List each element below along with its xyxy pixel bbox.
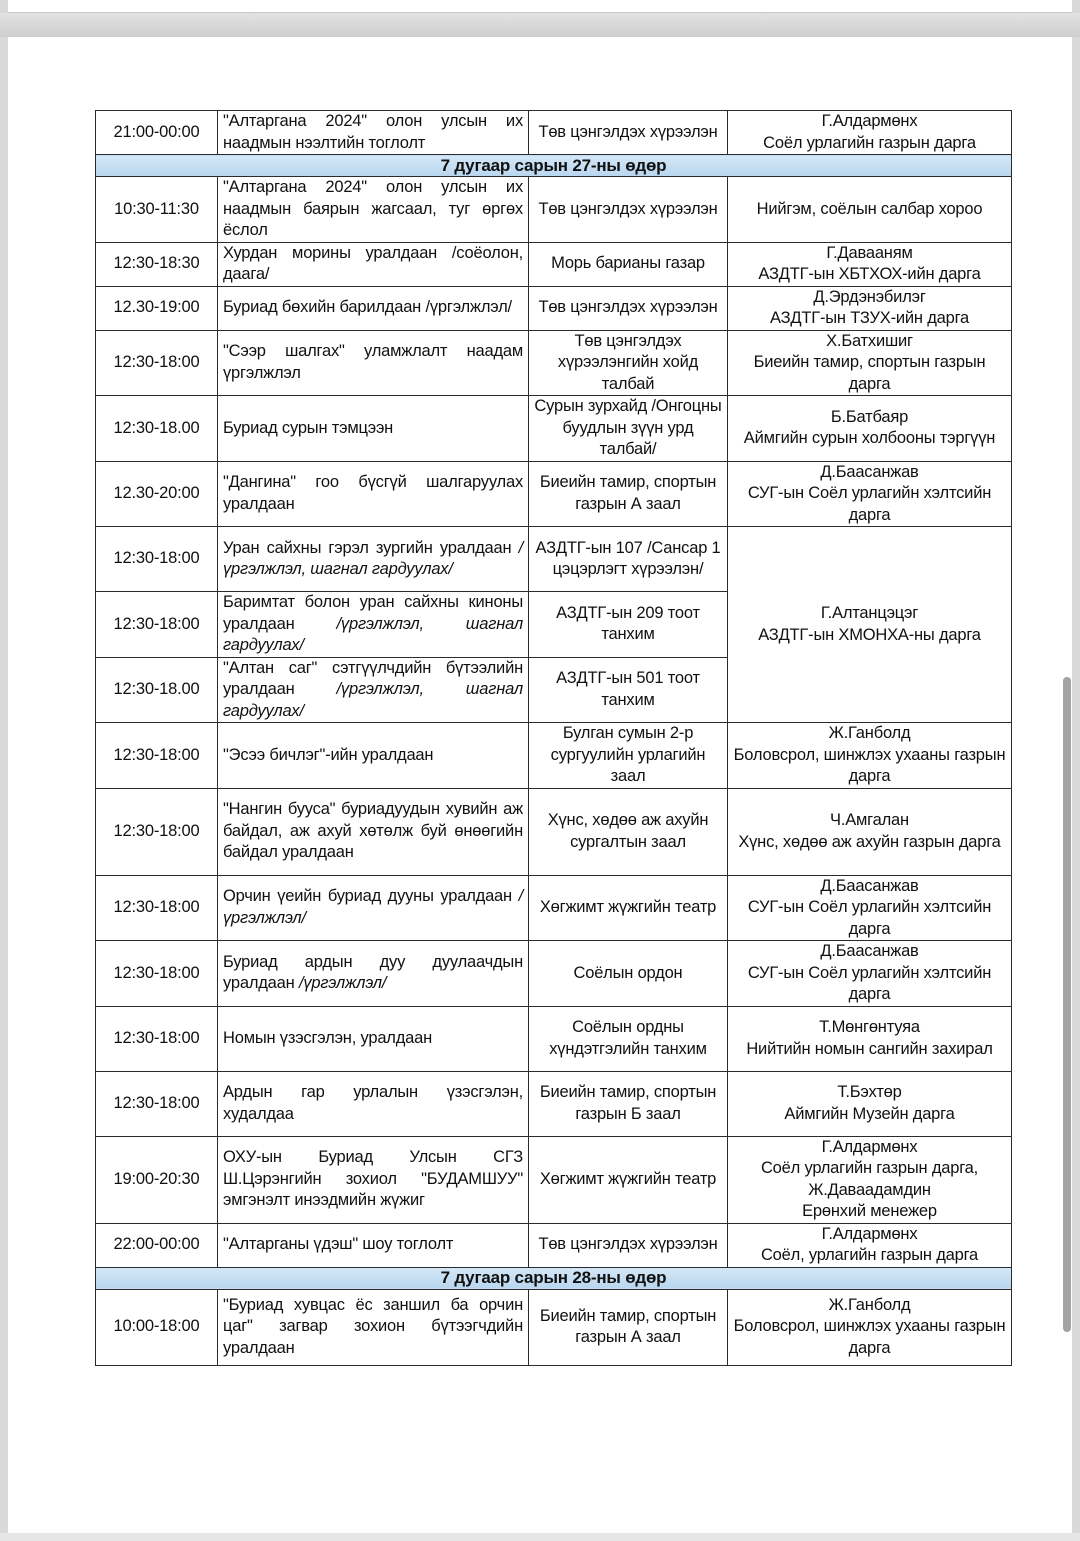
responsible-title: Соёл урлагийн газрын дарга [763, 133, 976, 152]
responsible-title: Биеийн тамир, спортын газрын дарга [753, 353, 986, 393]
event-note: /үргэлжлэл, шагнал гардуулах/ [223, 614, 523, 654]
event-title: Орчин үеийн буриад дууны уралдаан [223, 887, 512, 906]
event-cell: "Буриад хувцас ёс заншил ба орчин цаг" загвар зохион бүтээгчдийн уралдаан [218, 1289, 529, 1365]
event-cell: "Эсээ бичлэг"-ийн уралдаан [218, 723, 529, 789]
time-cell: 12.30-20:00 [96, 461, 218, 527]
event-cell [218, 941, 529, 1007]
time-cell: 10:00-18:00 [96, 1289, 218, 1365]
responsible-title: Хүнс, хөдөө аж ахуйн газрын дарга [738, 832, 1001, 851]
responsible-cell [728, 788, 1012, 875]
responsible-cell [728, 111, 1012, 155]
time-cell: 12:30-18:00 [96, 875, 218, 941]
event-cell: Хурдан морины уралдаан /соёолон, даага/ [218, 242, 529, 286]
responsible-cell [728, 875, 1012, 941]
table-row [96, 242, 1012, 286]
table-row [96, 1289, 1012, 1365]
page-separator [0, 13, 1080, 37]
event-note: /үргэлжлэл, шагнал гардуулах/ [223, 680, 523, 720]
responsible-cell [728, 461, 1012, 527]
responsible-cell [728, 1006, 1012, 1071]
responsible-name: Г.Давааням [826, 243, 913, 262]
responsible-title: Боловсрол, шинжлэх ухааны газрын дарга [733, 1317, 1006, 1357]
time-cell: 12:30-18:00 [96, 330, 218, 396]
venue-cell: АЗДТГ-ын 107 /Сансар 1 цэцэрлэгт хүрээлэн/ [529, 527, 728, 592]
event-note: /үргэлжлэл, шагнал гардуулах/ [223, 538, 523, 578]
responsible-name: Ж.Даваадамдин [808, 1180, 931, 1199]
time-cell: 12.30-19:00 [96, 286, 218, 330]
responsible-name: Ч.Амгалан [830, 811, 909, 829]
venue-cell: Биеийн тамир, спортын газрын А заал [529, 461, 728, 527]
responsible-title: Ерөнхий менежер [802, 1202, 937, 1220]
venue-cell: Биеийн тамир, спортын газрын Б заал [529, 1071, 728, 1136]
responsible-cell [728, 286, 1012, 330]
venue-cell: Төв цэнгэлдэх хүрээлэн [529, 286, 728, 330]
responsible-name: Г.Алдармөнх [821, 112, 918, 130]
time-cell: 12:30-18.00 [96, 657, 218, 723]
event-cell: "Алтаргана 2024" олон улсын их наадмын нээлтийн тоглолт [218, 111, 529, 155]
responsible-title: Соёл, урлагийн газрын дарга [760, 1246, 979, 1264]
venue-cell: Соёлын ордон [529, 941, 728, 1007]
event-cell: "Алтаргана 2024" олон улсын их наадмын баярын жагсаал, туг өргөх ёслол [218, 177, 529, 243]
venue-cell: Морь барианы газар [529, 242, 728, 286]
venue-cell: Төв цэнгэлдэх хүрээлэн [529, 111, 728, 155]
event-note: /үргэлжлэл/ [298, 974, 387, 993]
responsible-cell [728, 1136, 1012, 1223]
table-row [96, 875, 1012, 941]
event-schedule-table [95, 110, 1012, 1366]
table-row [96, 788, 1012, 875]
event-note: /үргэлжлэл/ [223, 887, 523, 927]
responsible-cell [728, 1223, 1012, 1267]
responsible-title: Аймгийн сурын холбооны тэргүүн [743, 429, 996, 448]
responsible-title: СУГ-ын Соёл урлагийн хэлтсийн дарга [747, 963, 992, 1003]
venue-cell: Сурын зурхайд /Онгоцны буудлын зүүн урд талбай/ [529, 396, 728, 462]
responsible-cell [728, 1289, 1012, 1365]
responsible-cell [728, 330, 1012, 396]
event-cell: Номын үзэсгэлэн, уралдаан [218, 1006, 529, 1071]
responsible-title: Нийтийн номын сангийн захирал [746, 1039, 993, 1058]
responsible-cell [728, 396, 1012, 462]
responsible-name: Т.Бэхтөр [837, 1083, 902, 1101]
responsible-name: Т.Мөнгөнтуяа [819, 1018, 920, 1036]
event-title: Уран сайхны гэрэл зургийн уралдаан [223, 538, 512, 557]
scrollbar-thumb[interactable] [1063, 677, 1071, 1332]
venue-cell: Булган сумын 2-р сургуулийн урлагийн заал [529, 723, 728, 789]
event-title: Баримтат болон уран сайхны киноны уралдаан [223, 593, 523, 633]
table-row [96, 941, 1012, 1007]
event-cell [218, 657, 529, 723]
event-cell: "Алтарганы үдэш" шоу тоглолт [218, 1223, 529, 1267]
responsible-cell [728, 242, 1012, 286]
time-cell: 12:30-18:00 [96, 1006, 218, 1071]
responsible-title: Соёл урлагийн газрын дарга, [760, 1159, 979, 1177]
responsible-title: АЗДТГ-ын ТЗУХ-ийн дарга [769, 309, 970, 327]
time-cell: 12:30-18:30 [96, 242, 218, 286]
venue-cell: Хөгжимт жүжгийн театр [529, 1136, 728, 1223]
responsible-name: Х.Батхишиг [826, 331, 913, 350]
responsible-title: СУГ-ын Соёл урлагийн хэлтсийн дарга [747, 898, 992, 938]
event-title: Буриад ардын дуу дуулаачдын уралдаан [223, 952, 523, 993]
responsible-name: Д.Эрдэнэбилэг [813, 287, 926, 306]
time-cell: 12:30-18:00 [96, 788, 218, 875]
table-row [96, 286, 1012, 330]
event-cell [218, 592, 529, 658]
venue-cell: Биеийн тамир, спортын газрын А заал [529, 1289, 728, 1365]
responsible-title: АЗДТГ-ын ХМОНХА-ны дарга [758, 625, 981, 644]
responsible-title: АЗДТГ-ын ХБТХОХ-ийн дарга [758, 265, 981, 283]
responsible-cell [728, 177, 1012, 243]
responsible-name: Ж.Ганболд [828, 724, 911, 742]
table-row [96, 111, 1012, 155]
responsible-name: Г.Алдармөнх [821, 1224, 918, 1243]
responsible-name: Ж.Ганболд [828, 1295, 911, 1314]
venue-cell: Хүнс, хөдөө аж ахуйн сургалтын заал [529, 788, 728, 875]
time-cell: 12:30-18:00 [96, 527, 218, 592]
time-cell: 12:30-18:00 [96, 941, 218, 1007]
event-title: "Алтан саг" сэтгүүлчдийн бүтээлийн уралдаан [223, 658, 523, 698]
previous-page-edge [8, 0, 1072, 13]
responsible-name: Д.Баасанжав [820, 942, 919, 960]
table-row [96, 1006, 1012, 1071]
table-row [96, 461, 1012, 527]
document-page [8, 37, 1072, 1533]
responsible-name: Нийгэм, соёлын салбар хороо [756, 199, 983, 218]
event-cell: ОХУ-ын Буриад Улсын СГЗ Ш.Цэрэнгийн зохиол "БУДАМШУУ" эмгэнэлт инээдмийн жүжиг [218, 1136, 529, 1223]
event-cell: "Дангина" гоо бүсгүй шалгаруулах уралдаан [218, 461, 529, 527]
event-cell: Ардын гар урлалын үзэсгэлэн, худалдаа [218, 1071, 529, 1136]
responsible-cell [728, 941, 1012, 1007]
venue-cell: Төв цэнгэлдэх хүрээлэнгийн хойд талбай [529, 330, 728, 396]
event-cell: "Нангин бууса" буриадуудын хувийн аж байдал, аж ахуй хөтөлж буй өнөөгийн байдал уралдаан [218, 788, 529, 875]
responsible-cell [728, 1071, 1012, 1136]
table-row [96, 723, 1012, 789]
time-cell: 22:00-00:00 [96, 1223, 218, 1267]
responsible-name: Г.Алтанцэцэг [820, 604, 919, 622]
time-cell: 12:30-18:00 [96, 1071, 218, 1136]
time-cell: 12:30-18:00 [96, 723, 218, 789]
table-row [96, 1071, 1012, 1136]
venue-cell: Хөгжимт жүжгийн театр [529, 875, 728, 941]
table-row [96, 177, 1012, 243]
time-cell: 19:00-20:30 [96, 1136, 218, 1223]
responsible-cell [728, 527, 1012, 723]
table-row [96, 396, 1012, 462]
venue-cell: Төв цэнгэлдэх хүрээлэн [529, 1223, 728, 1267]
date-header: 7 дугаар сарын 28-ны өдөр [96, 1267, 1012, 1289]
venue-cell: Соёлын ордны хүндэтгэлийн танхим [529, 1006, 728, 1071]
venue-cell: АЗДТГ-ын 501 тоот танхим [529, 657, 728, 723]
responsible-name: Д.Баасанжав [820, 462, 919, 481]
time-cell: 10:30-11:30 [96, 177, 218, 243]
date-header-row [96, 155, 1012, 177]
event-cell [218, 875, 529, 941]
time-cell: 21:00-00:00 [96, 111, 218, 155]
event-cell: Буриад сурын тэмцээн [218, 396, 529, 462]
event-cell [218, 527, 529, 592]
time-cell: 12:30-18:00 [96, 592, 218, 658]
responsible-name: Б.Батбаяр [830, 407, 909, 426]
responsible-name: Д.Баасанжав [820, 876, 919, 895]
table-row [96, 1136, 1012, 1223]
next-page-edge [0, 1533, 1080, 1541]
table-row [96, 527, 1012, 592]
venue-cell: Төв цэнгэлдэх хүрээлэн [529, 177, 728, 243]
date-header-row [96, 1267, 1012, 1289]
venue-cell: АЗДТГ-ын 209 тоот танхим [529, 592, 728, 658]
table-row [96, 330, 1012, 396]
responsible-title: Боловсрол, шинжлэх ухааны газрын дарга [733, 745, 1006, 785]
time-cell: 12:30-18.00 [96, 396, 218, 462]
event-cell: "Сээр шалгах" уламжлалт наадам үргэлжлэл [218, 330, 529, 396]
responsible-title: СУГ-ын Соёл урлагийн хэлтсийн дарга [747, 484, 992, 524]
event-cell: Буриад бөхийн барилдаан /үргэлжлэл/ [218, 286, 529, 330]
responsible-cell [728, 723, 1012, 789]
table-row [96, 1223, 1012, 1267]
responsible-title: Аймгийн Музейн дарга [784, 1104, 955, 1123]
responsible-name: Г.Алдармөнх [821, 1137, 918, 1156]
date-header: 7 дугаар сарын 27-ны өдөр [96, 155, 1012, 177]
